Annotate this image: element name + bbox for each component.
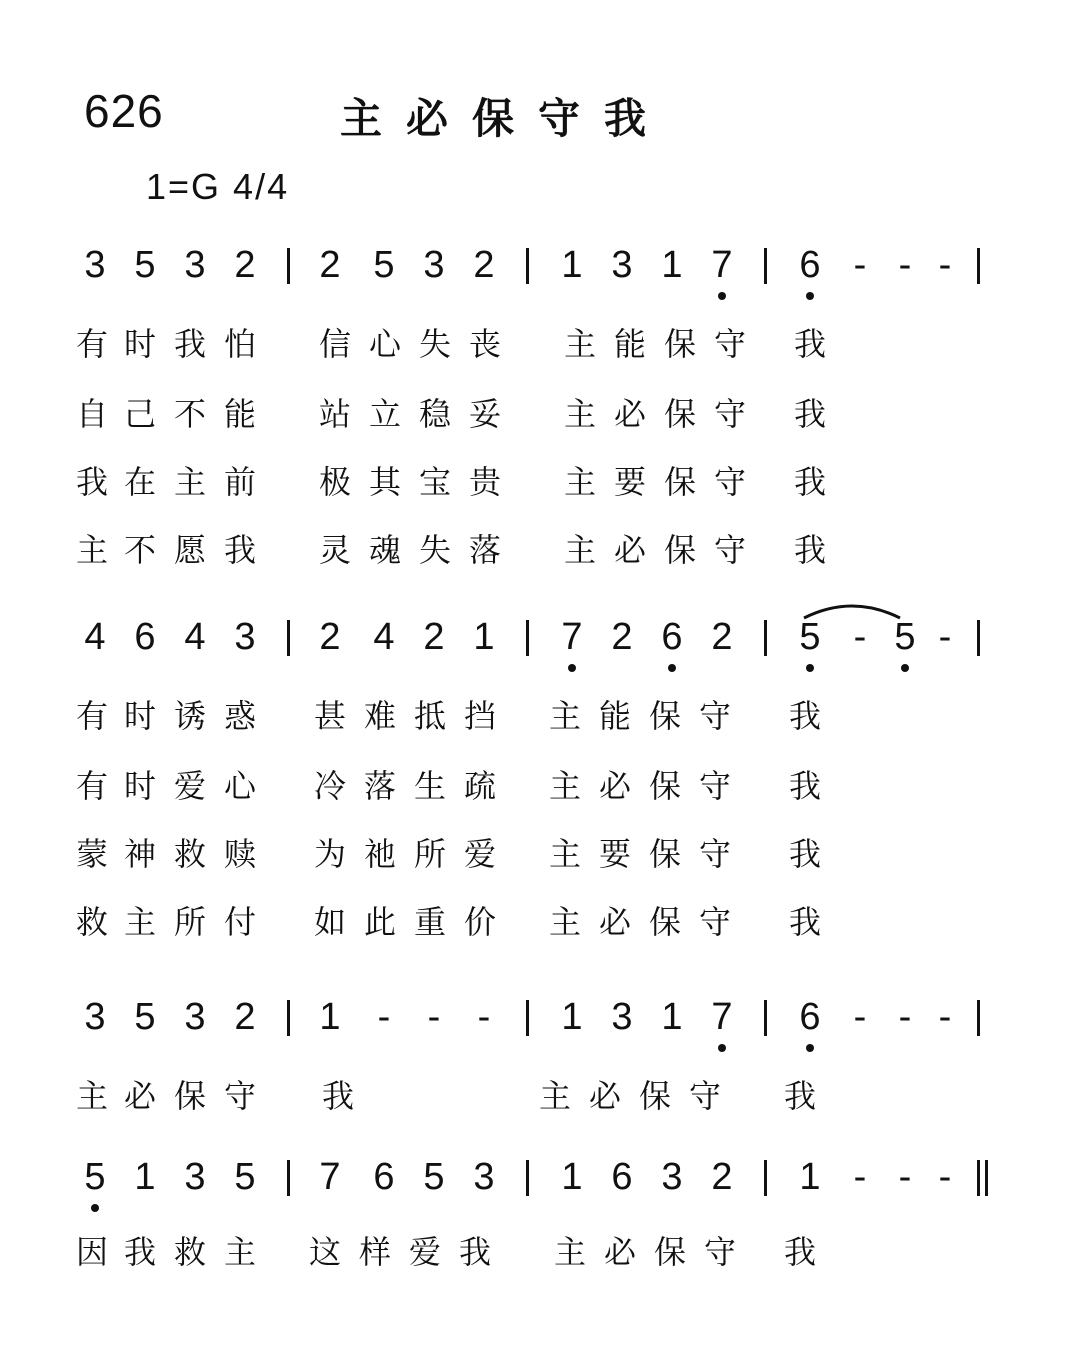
lyric-char: 不 [123,531,157,569]
lyric-char: 我 [75,463,109,501]
notation-line [0,612,1072,672]
lyric-char: 爱 [173,767,207,805]
note: 7 [711,996,733,1038]
note: 1 [561,1156,583,1198]
lyric-char: 守 [703,1233,737,1271]
lyric-char: 保 [648,903,682,941]
barline [526,1160,529,1196]
lyric-char: 主 [548,835,582,873]
note: 3 [184,1156,206,1198]
lyric-char: 所 [173,903,207,941]
note: 6 [799,996,821,1038]
lyric-char: 我 [123,1233,157,1271]
lyric-char: 甚 [313,697,347,735]
lyric-char: 贵 [468,463,502,501]
lyric-char: 保 [663,531,697,569]
lyric-char: 灵 [318,531,352,569]
note: 3 [611,244,633,286]
low-octave-dot [806,292,814,300]
note: 3 [84,244,106,286]
note: 5 [234,1156,256,1198]
note: 1 [661,996,683,1038]
lyric-char: 保 [663,463,697,501]
lyric-char: 救 [173,835,207,873]
lyric-char: 守 [698,903,732,941]
lyric-char: 保 [648,767,682,805]
lyric-char: 守 [713,325,747,363]
lyric-char: 失 [418,531,452,569]
lyric-char: 这 [308,1233,342,1271]
lyric-char: 我 [793,463,827,501]
lyric-char: 主 [548,767,582,805]
note: 3 [184,244,206,286]
lyric-char: 时 [123,697,157,735]
note: 2 [319,244,341,286]
lyric-char: 蒙 [75,835,109,873]
lyric-char: 保 [173,1077,207,1115]
barline [977,248,980,284]
lyric-char: 所 [413,835,447,873]
lyric-char: 能 [223,395,257,433]
lyric-char: 保 [648,835,682,873]
final-barline [985,1160,988,1196]
lyric-char: 必 [598,767,632,805]
low-octave-dot [668,664,676,672]
lyric-line [0,322,1072,366]
note: 1 [561,244,583,286]
hold-dash: - [477,996,491,1038]
lyric-char: 主 [173,463,207,501]
lyric-char: 我 [321,1077,355,1115]
barline [287,1160,290,1196]
barline [764,248,767,284]
lyric-char: 必 [588,1077,622,1115]
lyric-char: 前 [223,463,257,501]
note: 2 [611,616,633,658]
lyric-char: 时 [123,325,157,363]
barline [287,620,290,656]
lyric-char: 宝 [418,463,452,501]
lyric-line [0,460,1072,504]
hold-dash: - [938,616,952,658]
note: 5 [84,1156,106,1198]
note: 3 [84,996,106,1038]
note: 6 [661,616,683,658]
low-octave-dot [91,1204,99,1212]
hold-dash: - [898,996,912,1038]
lyric-char: 妥 [468,395,502,433]
barline [764,1160,767,1196]
lyric-char: 我 [788,903,822,941]
note: 2 [319,616,341,658]
lyric-char: 有 [75,767,109,805]
hold-dash: - [898,1156,912,1198]
lyric-char: 心 [368,325,402,363]
note: 1 [799,1156,821,1198]
barline [977,620,980,656]
note: 4 [84,616,106,658]
lyric-char: 主 [538,1077,572,1115]
barline [526,248,529,284]
lyric-char: 守 [698,767,732,805]
note: 2 [423,616,445,658]
lyric-char: 主 [548,697,582,735]
note: 6 [373,1156,395,1198]
lyric-line [0,1230,1072,1274]
lyric-char: 怕 [223,325,257,363]
notation-line [0,992,1072,1052]
lyric-char: 守 [713,463,747,501]
note: 5 [799,616,821,658]
lyric-char: 诱 [173,697,207,735]
low-octave-dot [718,1044,726,1052]
lyric-char: 我 [788,835,822,873]
note: 2 [234,244,256,286]
lyric-char: 救 [75,903,109,941]
lyric-char: 心 [223,767,257,805]
lyric-char: 难 [363,697,397,735]
note: 7 [711,244,733,286]
lyric-char: 主 [223,1233,257,1271]
lyric-char: 己 [123,395,157,433]
final-barline [977,1160,980,1196]
lyric-char: 祂 [363,835,397,873]
tie-slur [800,600,910,620]
hold-dash: - [427,996,441,1038]
note: 5 [423,1156,445,1198]
lyric-char: 能 [598,697,632,735]
lyric-char: 站 [318,395,352,433]
note: 1 [319,996,341,1038]
hold-dash: - [853,996,867,1038]
lyric-char: 主 [75,531,109,569]
lyric-char: 稳 [418,395,452,433]
lyric-char: 保 [648,697,682,735]
hold-dash: - [377,996,391,1038]
lyric-line [0,832,1072,876]
lyric-char: 抵 [413,697,447,735]
hymn-title: 主必保守我 [340,94,671,143]
lyric-char: 落 [468,531,502,569]
low-octave-dot [806,664,814,672]
lyric-char: 有 [75,325,109,363]
lyric-char: 生 [413,767,447,805]
note: 1 [661,244,683,286]
lyric-char: 挡 [463,697,497,735]
lyric-char: 主 [563,463,597,501]
lyric-char: 主 [553,1233,587,1271]
note: 3 [184,996,206,1038]
note: 3 [611,996,633,1038]
lyric-char: 我 [458,1233,492,1271]
barline [287,248,290,284]
note: 5 [894,616,916,658]
lyric-line [0,694,1072,738]
note: 3 [473,1156,495,1198]
note: 2 [473,244,495,286]
hold-dash: - [898,244,912,286]
barline [287,1000,290,1036]
lyric-char: 主 [563,531,597,569]
lyric-char: 时 [123,767,157,805]
lyric-char: 赎 [223,835,257,873]
lyric-char: 主 [563,395,597,433]
note: 2 [711,616,733,658]
lyric-char: 我 [783,1077,817,1115]
note: 4 [184,616,206,658]
lyric-char: 魂 [368,531,402,569]
lyric-char: 自 [75,395,109,433]
note: 5 [373,244,395,286]
lyric-char: 我 [223,531,257,569]
lyric-char: 此 [363,903,397,941]
note: 1 [473,616,495,658]
lyric-char: 必 [613,531,647,569]
lyric-char: 神 [123,835,157,873]
lyric-char: 必 [603,1233,637,1271]
note: 5 [134,244,156,286]
barline [764,620,767,656]
lyric-char: 为 [313,835,347,873]
note: 4 [373,616,395,658]
lyric-char: 信 [318,325,352,363]
lyric-char: 其 [368,463,402,501]
note: 2 [711,1156,733,1198]
lyric-char: 我 [788,767,822,805]
lyric-char: 保 [653,1233,687,1271]
hold-dash: - [853,1156,867,1198]
lyric-line [0,1074,1072,1118]
lyric-char: 重 [413,903,447,941]
note: 3 [234,616,256,658]
lyric-char: 守 [698,835,732,873]
lyric-char: 爱 [463,835,497,873]
barline [526,620,529,656]
note: 5 [134,996,156,1038]
notation-line [0,1152,1072,1212]
lyric-char: 付 [223,903,257,941]
lyric-char: 有 [75,697,109,735]
note: 6 [611,1156,633,1198]
lyric-char: 疏 [463,767,497,805]
lyric-char: 如 [313,903,347,941]
hold-dash: - [938,1156,952,1198]
lyric-char: 在 [123,463,157,501]
lyric-char: 必 [598,903,632,941]
lyric-char: 必 [123,1077,157,1115]
lyric-line [0,392,1072,436]
lyric-char: 主 [563,325,597,363]
lyric-line [0,900,1072,944]
notation-line [0,240,1072,300]
lyric-char: 落 [363,767,397,805]
lyric-char: 保 [663,325,697,363]
barline [764,1000,767,1036]
lyric-char: 守 [713,531,747,569]
note: 6 [134,616,156,658]
hold-dash: - [938,996,952,1038]
key-signature: 1=G 4/4 [146,166,290,207]
hymn-number: 626 [84,85,164,137]
lyric-char: 主 [123,903,157,941]
lyric-char: 守 [698,697,732,735]
note: 3 [423,244,445,286]
lyric-char: 救 [173,1233,207,1271]
lyric-char: 我 [783,1233,817,1271]
note: 1 [134,1156,156,1198]
note: 3 [661,1156,683,1198]
low-octave-dot [718,292,726,300]
hold-dash: - [853,616,867,658]
barline [977,1000,980,1036]
hold-dash: - [938,244,952,286]
lyric-char: 守 [713,395,747,433]
low-octave-dot [568,664,576,672]
lyric-char: 惑 [223,697,257,735]
lyric-char: 保 [638,1077,672,1115]
lyric-char: 我 [173,325,207,363]
lyric-char: 守 [223,1077,257,1115]
lyric-line [0,528,1072,572]
lyric-char: 样 [358,1233,392,1271]
lyric-char: 因 [75,1233,109,1271]
lyric-char: 我 [788,697,822,735]
lyric-char: 主 [548,903,582,941]
lyric-char: 我 [793,531,827,569]
lyric-char: 冷 [313,767,347,805]
note: 2 [234,996,256,1038]
lyric-char: 必 [613,395,647,433]
lyric-char: 要 [613,463,647,501]
note: 6 [799,244,821,286]
lyric-char: 愿 [173,531,207,569]
lyric-char: 我 [793,395,827,433]
hold-dash: - [853,244,867,286]
lyric-char: 极 [318,463,352,501]
low-octave-dot [901,664,909,672]
lyric-char: 守 [688,1077,722,1115]
lyric-char: 我 [793,325,827,363]
lyric-char: 价 [463,903,497,941]
barline [526,1000,529,1036]
lyric-char: 主 [75,1077,109,1115]
note: 7 [561,616,583,658]
lyric-char: 保 [663,395,697,433]
lyric-char: 要 [598,835,632,873]
lyric-line [0,764,1072,808]
note: 1 [561,996,583,1038]
lyric-char: 爱 [408,1233,442,1271]
lyric-char: 不 [173,395,207,433]
lyric-char: 丧 [468,325,502,363]
low-octave-dot [806,1044,814,1052]
lyric-char: 立 [368,395,402,433]
lyric-char: 能 [613,325,647,363]
lyric-char: 失 [418,325,452,363]
note: 7 [319,1156,341,1198]
